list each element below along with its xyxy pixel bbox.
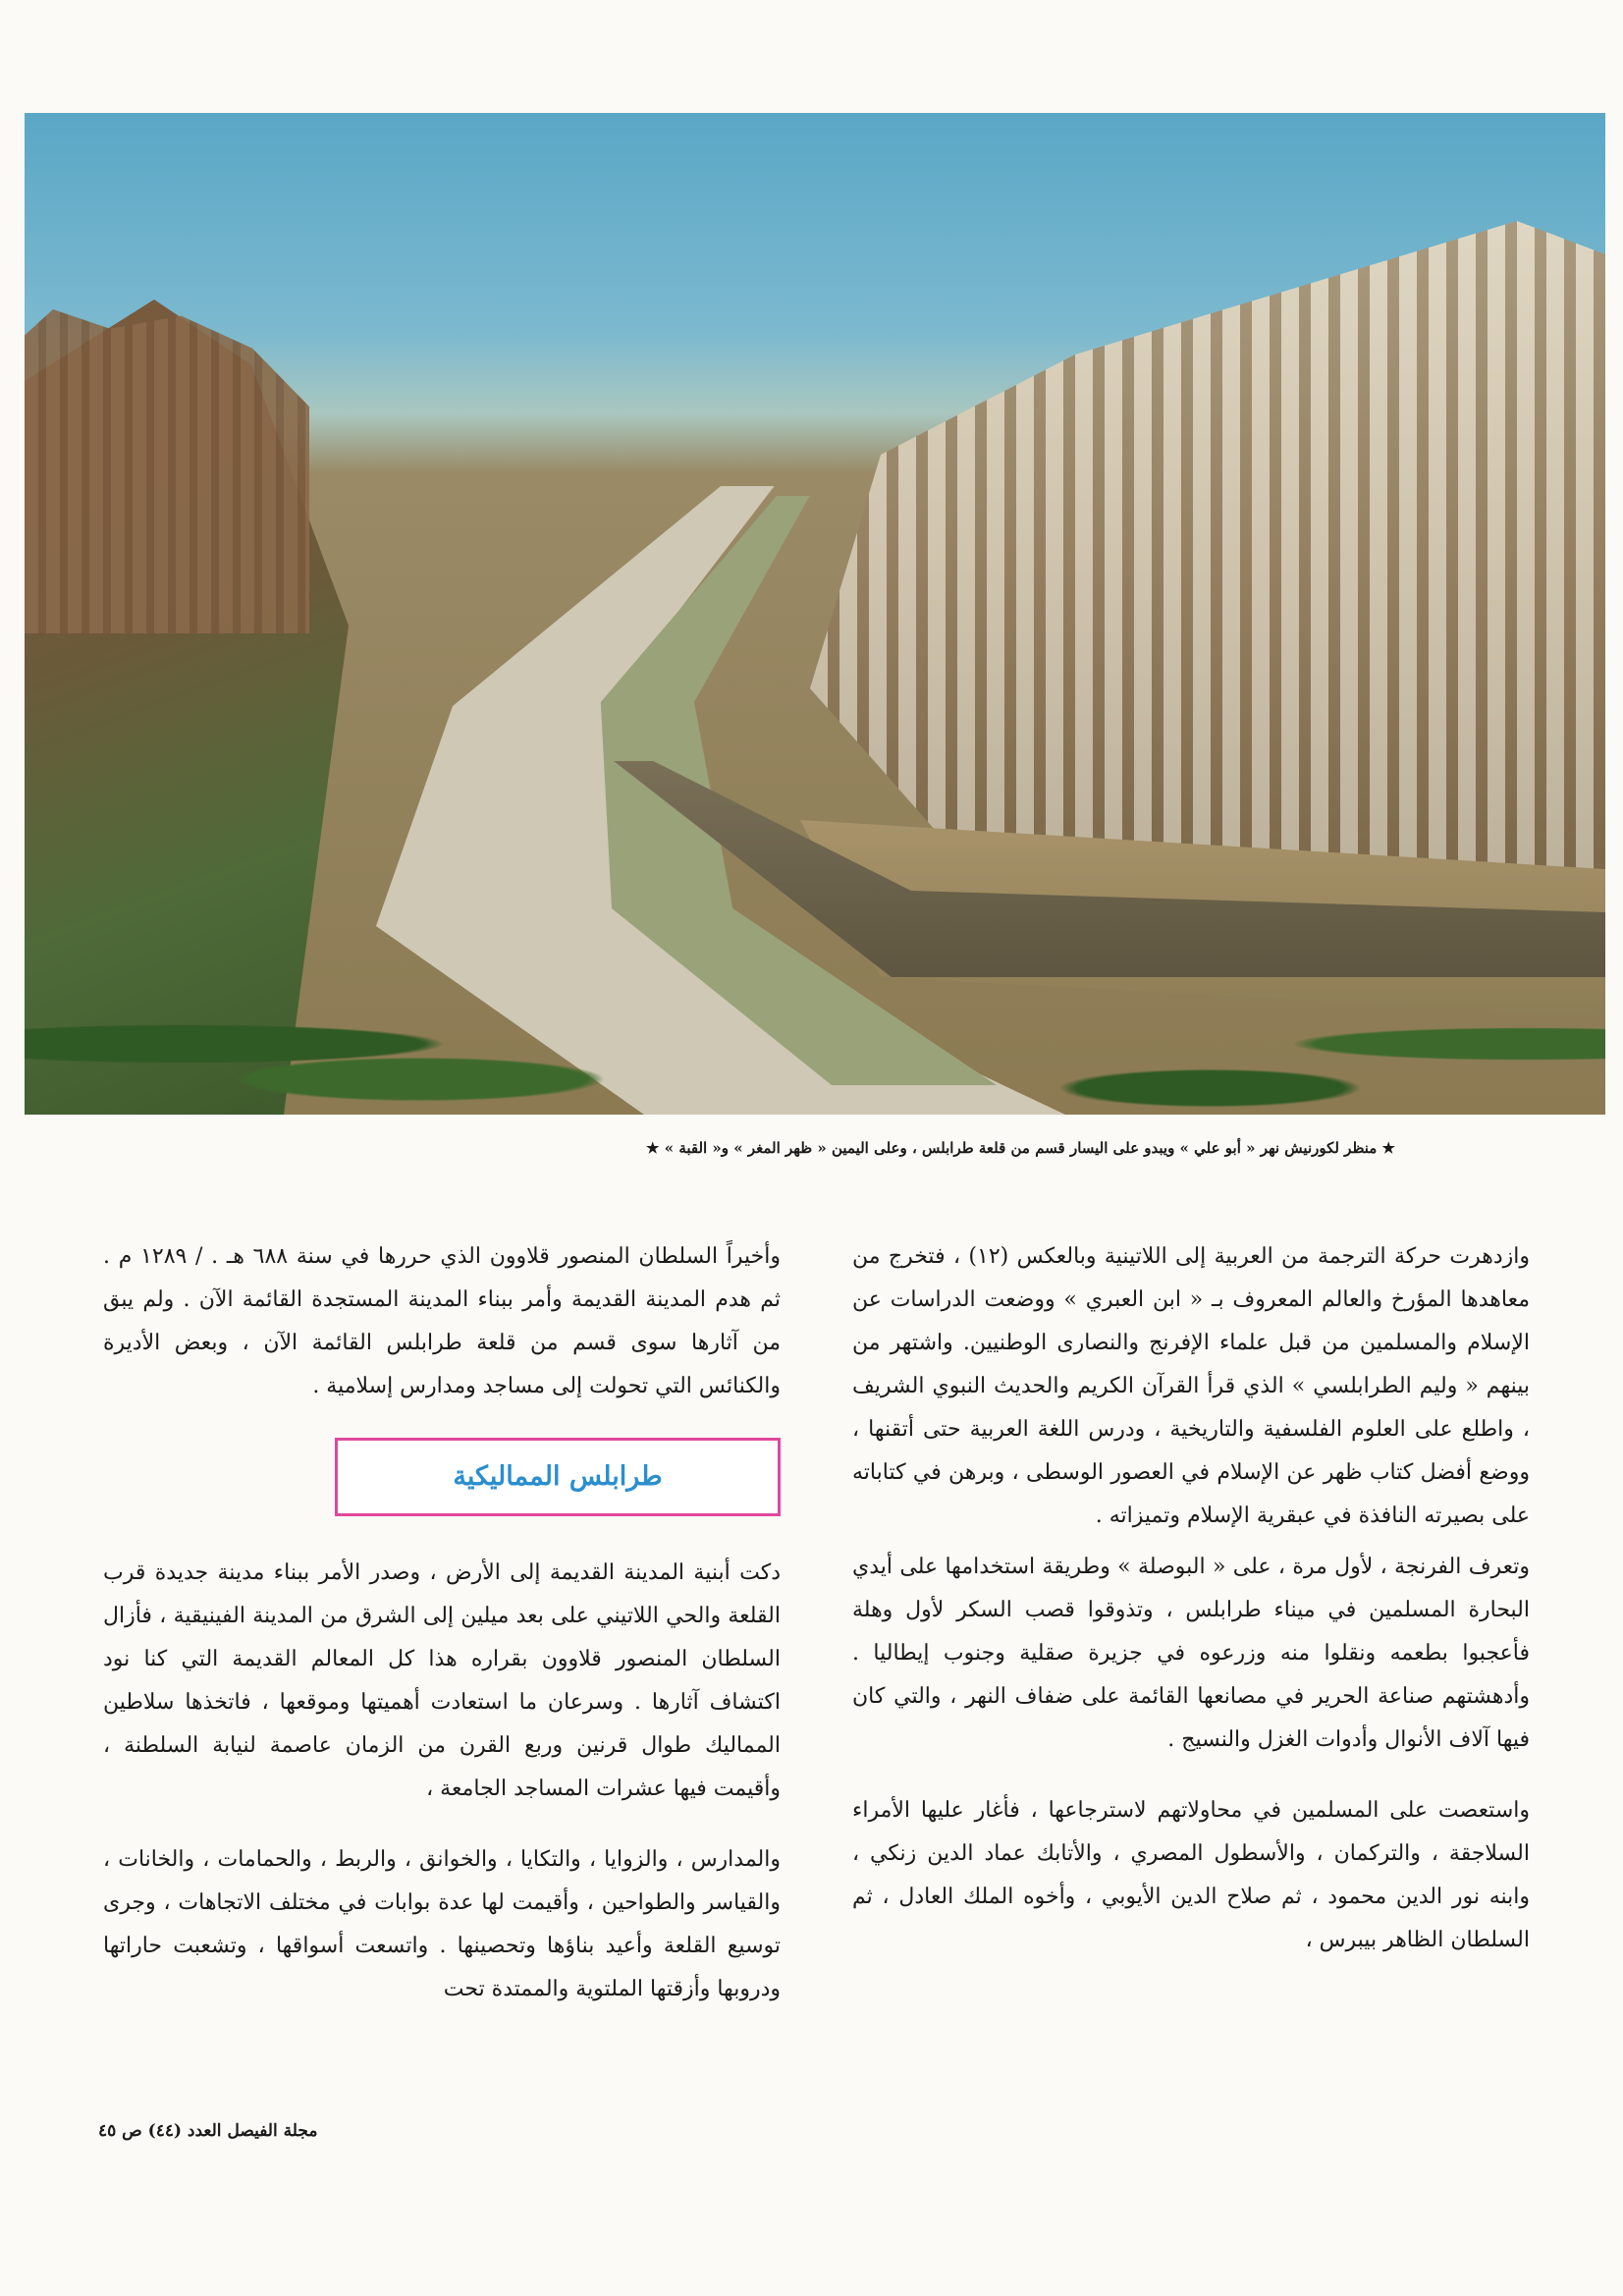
photo-citadel [25,309,309,633]
photo-trees [25,938,1605,1115]
right-column [852,1235,1530,1962]
paragraph: وازدهرت حركة الترجمة من العربية إلى اللاتينية وبالعكس (١٢) ، فتخرج من معاهدها المؤرخ والعالم المعروف بـ « ابن العبري » ووضعت الدراسات عن الإسلام والمسلمين من قبل علماء الإفرنج والنصارى الوطنيين. واشتهر من بينهم « وليم الطرابلسي » الذي قرأ القرآن الكريم والحديث النبوي الشريف ، واطلع على العلوم الفلسفية والتاريخية ، ودرس اللغة العربية حتى أتقنها ، ووضع أفضل كتاب ظهر عن الإسلام في العصور الوسطى ، وبرهن في كتاباته على بصيرته النافذة في عبقرية الإسلام وتميزاته . [852,1244,1530,1528]
paragraph: وتعرف الفرنجة ، لأول مرة ، على « البوصلة » وطريقة استخدامها على أيدي البحارة المسلمين في ميناء طرابلس ، وتذوقوا قصب السكر لأول وهلة فأعجبوا بطعمه ونقلوا منه وزرعوه في جزيرة صقلية وجنوب إيطاليا . وأدهشتهم صناعة الحرير في مصانعها القائمة على ضفاف النهر ، والتي كان فيها آلاف الأنوال وأدوات الغزل والنسيج . [852,1555,1530,1752]
paragraph: وأخيراً السلطان المنصور قلاوون الذي حررها في سنة ٦٨٨ هـ . / ١٢٨٩ م . ثم هدم المدينة القديمة وأمر ببناء المدينة المستجدة القائمة الآن . ولم يبق من آثارها سوى قسم من قلعة طرابلس القائمة الآن ، وبعض الأديرة والكنائس التي تحولت إلى مساجد ومدارس إسلامية . [103,1244,781,1398]
paragraph: دكت أبنية المدينة القديمة إلى الأرض ، وصدر الأمر ببناء مدينة جديدة قرب القلعة والحي اللاتيني على بعد ميلين إلى الشرق من المدينة الفينيقية ، فأزال السلطان المنصور قلاوون بقراره هذا كل المعالم القديمة التي كنا نود اكتشاف آثارها . وسرعان ما استعادت أهميتها وموقعها ، فاتخذها سلاطين المماليك طوال قرنين وربع القرن من الزمان عاصمة لنيابة السلطنة ، وأقيمت فيها عشرات المساجد الجامعة ، [103,1560,781,1801]
city-photograph [25,113,1605,1115]
paragraph: والمدارس ، والزوايا ، والتكايا ، والخوانق ، والربط ، والحمامات ، والخانات ، والقياسر والطواحين ، وأقيمت لها عدة بوابات في مختلف الاتجاهات ، وجرى توسيع القلعة وأعيد بناؤها وتحصينها . واتسعت أسواقها ، وتشعبت حاراتها ودروبها وأزقتها الملتوية والممتدة تحت [103,1847,781,2001]
section-heading-box [335,1438,781,1516]
photo-hillside-city [722,221,1605,889]
section-heading: طرابلس المماليكية [453,1461,663,1492]
paragraph: واستعصت على المسلمين في محاولاتهم لاسترجاعها ، فأغار عليها الأمراء السلاجقة ، والتركمان ، والأسطول المصري ، والأتابك عماد الدين زنكي ، وابنه نور الدين محمود ، ثم صلاح الدين الأيوبي ، وأخوه الملك العادل ، ثم السلطان الظاهر بيبرس ، [852,1798,1530,1952]
left-column [103,1235,781,2011]
photo-caption: ★ منظر لكورنيش نهر « أبو علي » ويبدو على اليسار قسم من قلعة طرابلس ، وعلى اليمين « ظهر المغر » و« القبة » ★ [646,1139,1395,1157]
page-footer: مجلة الفيصل العدد (٤٤) ص ٤٥ [98,2121,318,2141]
